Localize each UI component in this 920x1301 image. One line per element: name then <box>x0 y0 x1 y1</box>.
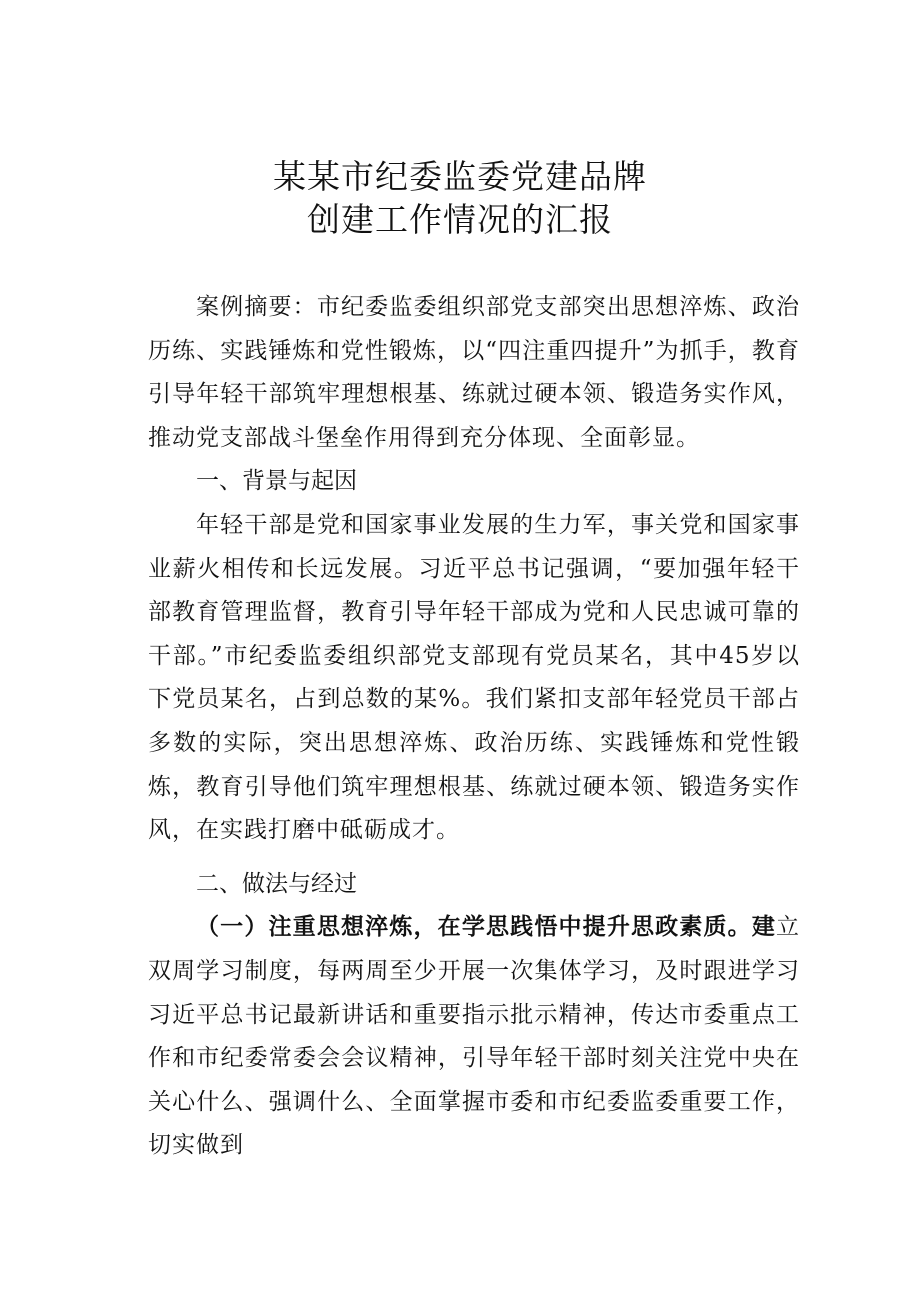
abstract-paragraph: 案例摘要：市纪委监委组织部党支部突出思想淬炼、政治历练、实践锤炼和党性锻炼，以“四注重四提升”为抓手，教育引导年轻干部筑牢理想根基、练就过硬本领、锻造务实作风，推动党支部战斗堡垒作用得到充分体现、全面彰显。 <box>148 294 800 451</box>
practice-paragraph-1 <box>148 906 800 1168</box>
background-paragraph: 年轻干部是党和国家事业发展的生力军，事关党和国家事业薪火相传和长远发展。习近平总书记强调，“要加强年轻干部教育管理监督，教育引导年轻干部成为党和人民忠诚可靠的干部。”市纪委监委组织部党支部现有党员某名，其中45岁以下党员某名，占到总数的某%。我们紧扣支部年轻党员干部占多数的实际，突出思想淬炼、政治历练、实践锤炼和党性锻炼，教育引导他们筑牢理想根基、练就过硬本领、锻造务实作风，在实践打磨中砥砺成才。 <box>148 511 800 844</box>
section-spacer <box>148 853 800 863</box>
document-title-line-2: 创建工作情况的汇报 <box>307 200 613 239</box>
document-body <box>148 286 800 1168</box>
subsection-text: 立双周学习制度，每两周至少开展一次集体学习，及时跟进学习习近平总书记最新讲话和重要指示批示精神，传达市委重点工作和市纪委常委会会议精神，引导年轻干部时刻关注党中央在关心什么、强调什么、全面掌握市委和市纪委监委重要工作，切实做到 <box>148 914 800 1159</box>
section-heading-background: 一、背景与起因 <box>196 468 357 495</box>
section-heading-practice: 二、做法与经过 <box>196 870 357 897</box>
subsection-lead: （一）注重思想淬炼，在学思践悟中提升思政素质。建 <box>196 914 776 941</box>
document-title-line-1: 某某市纪委监委党建品牌 <box>273 157 647 196</box>
